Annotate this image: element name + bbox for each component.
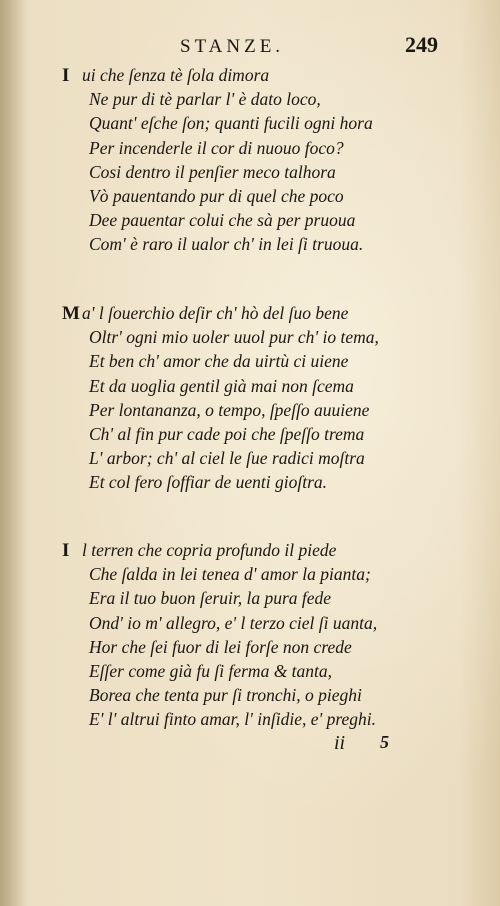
verse-text: a' l ſouerchio deſir ch' hò del ſuo bene xyxy=(82,303,349,323)
verse-line: Borea che tenta pur ſi tronchi, o pieghi xyxy=(89,685,362,706)
verse-line: Dee pauentar colui che sà per pruoua xyxy=(89,210,356,231)
verse-line: L' arbor; ch' al ciel le ſue radici moſtra xyxy=(89,448,365,469)
verse-line: Oltr' ogni mio uoler uuol pur ch' io tema, xyxy=(89,327,379,348)
verse-line: Eſſer come già fu ſi ferma & tanta, xyxy=(89,660,333,681)
verse-line: Ne pur di tè parlar l' è dato loco, xyxy=(89,89,321,110)
stanza-3 xyxy=(62,538,472,732)
stanza-2 xyxy=(62,301,472,495)
gutter-shadow xyxy=(0,0,26,906)
verse-text: l terren che copria profundo il piede xyxy=(82,540,337,560)
initial-letter: M xyxy=(62,303,80,324)
verse-line: Et da uoglia gentil già mai non ſcema xyxy=(89,375,354,396)
verse-line xyxy=(62,63,472,87)
signature-mark: 5 xyxy=(380,732,389,752)
stanza-1 xyxy=(62,63,472,257)
verse-line: Ch' al fin pur cade poi che ſpeſſo trema xyxy=(89,423,365,444)
verse-line: Era il tuo buon ſeruir, la pura fede xyxy=(89,588,332,609)
verse-line: Et col fero ſoffiar de uenti gioſtra. xyxy=(89,472,328,493)
verse-line: E' l' altrui finto amar, l' inſidie, e' preghi. xyxy=(89,709,377,730)
catchword: ii xyxy=(334,732,346,754)
running-title: STANZE. xyxy=(180,36,285,57)
initial-letter: I xyxy=(62,65,70,86)
verse-line: Hor che ſei fuor di lei forſe non crede xyxy=(89,636,352,657)
verse-line: Vò pauentando pur di quel che poco xyxy=(89,185,344,206)
verse-line xyxy=(62,301,472,325)
verse-line: Com' è raro il ualor ch' in lei ſi truoua. xyxy=(89,234,364,255)
page-number: 249 xyxy=(405,32,438,57)
verse-line: Et ben ch' amor che da uirtù ci uiene xyxy=(89,351,349,372)
verse-line: Cosi dentro il penſier meco talhora xyxy=(89,161,336,182)
verse-line: Per lontananza, o tempo, ſpeſſo auuiene xyxy=(89,399,370,420)
verse-line: Ond' io m' allegro, e' l terzo ciel ſi uanta, xyxy=(89,612,378,633)
initial-letter: I xyxy=(62,540,70,561)
verse-line xyxy=(62,538,472,562)
verse-text: ui che ſenza tè ſola dimora xyxy=(82,65,270,85)
verse-line: Per incenderle il cor di nuouo foco? xyxy=(89,137,344,158)
verse-line: Quant' eſche ſon; quanti fucili ogni hora xyxy=(89,113,373,134)
verse-line: Che ſalda in lei tenea d' amor la pianta; xyxy=(89,564,371,585)
